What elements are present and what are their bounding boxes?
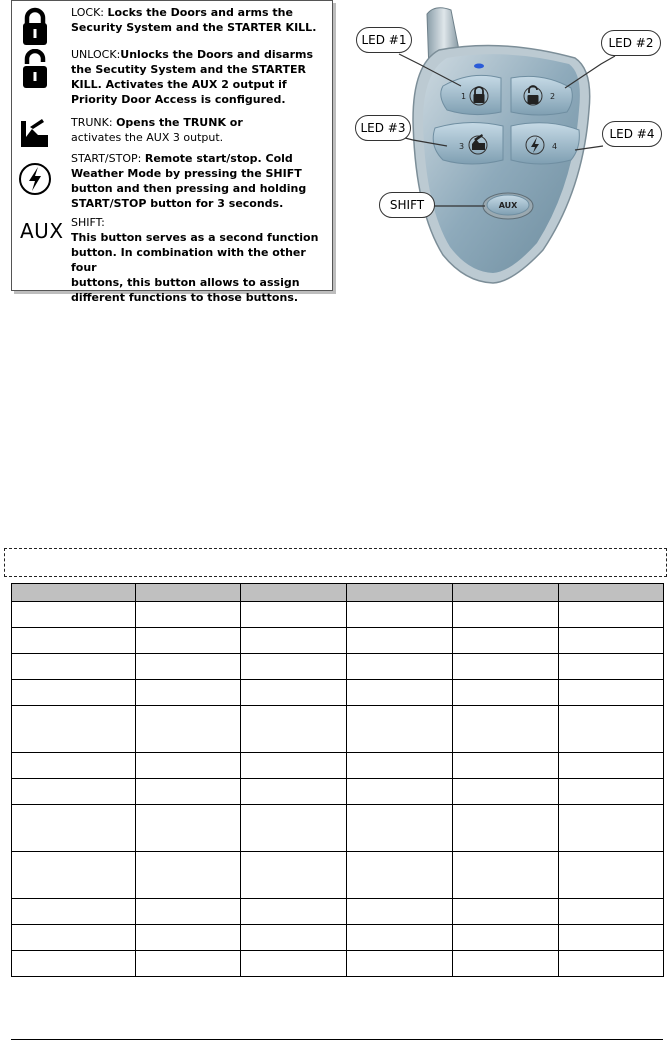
table-row: [12, 753, 664, 779]
table-cell: [241, 602, 347, 628]
button-number-2: 2: [550, 92, 556, 101]
table-cell: [12, 779, 136, 805]
lock-icon: [18, 7, 52, 47]
table-header-cell: [559, 584, 664, 602]
callout-led3: LED #3: [355, 115, 411, 141]
table-row: [12, 805, 664, 852]
button-number-1: 1: [461, 92, 467, 101]
table-cell: [12, 680, 136, 706]
table-cell: [12, 899, 136, 925]
table-cell: [453, 899, 559, 925]
table-cell: [12, 805, 136, 852]
table-cell: [453, 706, 559, 753]
table-cell: [136, 899, 241, 925]
table-cell: [559, 899, 664, 925]
table-cell: [453, 951, 559, 977]
table-cell: [453, 753, 559, 779]
table-header-cell: [12, 584, 136, 602]
table-cell: [136, 680, 241, 706]
function-table: [11, 583, 664, 977]
table-cell: [559, 852, 664, 899]
table-cell: [136, 852, 241, 899]
button-number-3: 3: [459, 142, 465, 151]
table-cell: [136, 628, 241, 654]
table-cell: [241, 654, 347, 680]
table-cell: [12, 628, 136, 654]
table-cell: [241, 852, 347, 899]
table-header-cell: [241, 584, 347, 602]
table-row: [12, 706, 664, 753]
table-header-cell: [453, 584, 559, 602]
callout-shift: SHIFT: [379, 192, 435, 218]
legend-start-stop-text: START/STOP: Remote start/stop. Cold Weather Mode by pressing the SHIFT button and then pressing and holding START/STOP button for 3 seconds.: [71, 152, 307, 210]
table-cell: [136, 706, 241, 753]
table-row: [12, 925, 664, 951]
table-cell: [241, 779, 347, 805]
table-cell: [241, 753, 347, 779]
table-header-row: [12, 584, 664, 602]
table-cell: [559, 706, 664, 753]
table-cell: [241, 805, 347, 852]
table-cell: [136, 951, 241, 977]
table-cell: [453, 925, 559, 951]
table-cell: [136, 654, 241, 680]
table-cell: [12, 706, 136, 753]
table-cell: [347, 951, 453, 977]
table-cell: [136, 602, 241, 628]
table-header-cell: [347, 584, 453, 602]
table-cell: [559, 753, 664, 779]
table-cell: [347, 779, 453, 805]
table-cell: [136, 779, 241, 805]
table-cell: [12, 852, 136, 899]
table-row: [12, 680, 664, 706]
legend-trunk-text: TRUNK: Opens the TRUNK or activates the AUX 3 output.: [71, 116, 243, 144]
table-cell: [347, 602, 453, 628]
callout-led1: LED #1: [356, 27, 412, 53]
trunk-icon: [18, 115, 52, 155]
table-cell: [136, 805, 241, 852]
table-cell: [241, 925, 347, 951]
aux-button-label: AUX: [498, 201, 518, 210]
table-cell: [453, 680, 559, 706]
table-cell: [347, 706, 453, 753]
table-cell: [453, 654, 559, 680]
table-cell: [453, 628, 559, 654]
table-cell: [347, 899, 453, 925]
table-cell: [559, 805, 664, 852]
table-cell: [559, 779, 664, 805]
table-cell: [453, 602, 559, 628]
led-indicator: [474, 64, 484, 69]
table-cell: [559, 951, 664, 977]
table-row: [12, 899, 664, 925]
lightning-icon: [18, 159, 52, 199]
table-cell: [347, 852, 453, 899]
table-cell: [347, 628, 453, 654]
legend-lock-text: LOCK: Locks the Doors and arms the Security System and the STARTER KILL.: [71, 6, 317, 34]
table-cell: [559, 602, 664, 628]
table-cell: [347, 654, 453, 680]
table-cell: [136, 753, 241, 779]
table-cell: [453, 805, 559, 852]
table-cell: [241, 951, 347, 977]
table-cell: [453, 779, 559, 805]
table-cell: [241, 628, 347, 654]
table-cell: [241, 680, 347, 706]
table-cell: [241, 899, 347, 925]
remote-button-4[interactable]: [511, 123, 579, 164]
table-cell: [347, 925, 453, 951]
callout-led4: LED #4: [602, 121, 662, 147]
table-row: [12, 602, 664, 628]
unlock-icon: [18, 49, 52, 89]
button-number-4: 4: [552, 142, 558, 151]
table-header-cell: [136, 584, 241, 602]
table-cell: [347, 680, 453, 706]
callout-led2: LED #2: [601, 30, 661, 56]
remote-illustration: [343, 0, 672, 290]
table-cell: [559, 925, 664, 951]
table-cell: [347, 753, 453, 779]
table-cell: [559, 654, 664, 680]
dashed-banner: [4, 548, 667, 577]
table-cell: [12, 925, 136, 951]
table-cell: [453, 852, 559, 899]
table-cell: [559, 680, 664, 706]
table-row: [12, 654, 664, 680]
legend-shift-text: SHIFT: This button serves as a second function button. In combination with the other four buttons, this button allows to assign different functions to those buttons.: [71, 216, 319, 304]
footer-rule: [11, 1039, 663, 1040]
table-cell: [347, 805, 453, 852]
table-cell: [136, 925, 241, 951]
table-cell: [12, 753, 136, 779]
table-row: [12, 779, 664, 805]
table-cell: [12, 951, 136, 977]
remote-button-3[interactable]: [433, 122, 503, 164]
button-legend-box: [11, 0, 333, 304]
table-cell: [12, 602, 136, 628]
table-cell: [559, 628, 664, 654]
aux-label: AUX: [20, 219, 64, 243]
table-cell: [241, 706, 347, 753]
table-row: [12, 628, 664, 654]
table-row: [12, 951, 664, 977]
legend-unlock-text: UNLOCK:Unlocks the Doors and disarms the Secutity System and the STARTER KILL. Activates the AUX 2 output if Priority Door Access is configured.: [71, 48, 314, 106]
table-cell: [12, 654, 136, 680]
table-row: [12, 852, 664, 899]
